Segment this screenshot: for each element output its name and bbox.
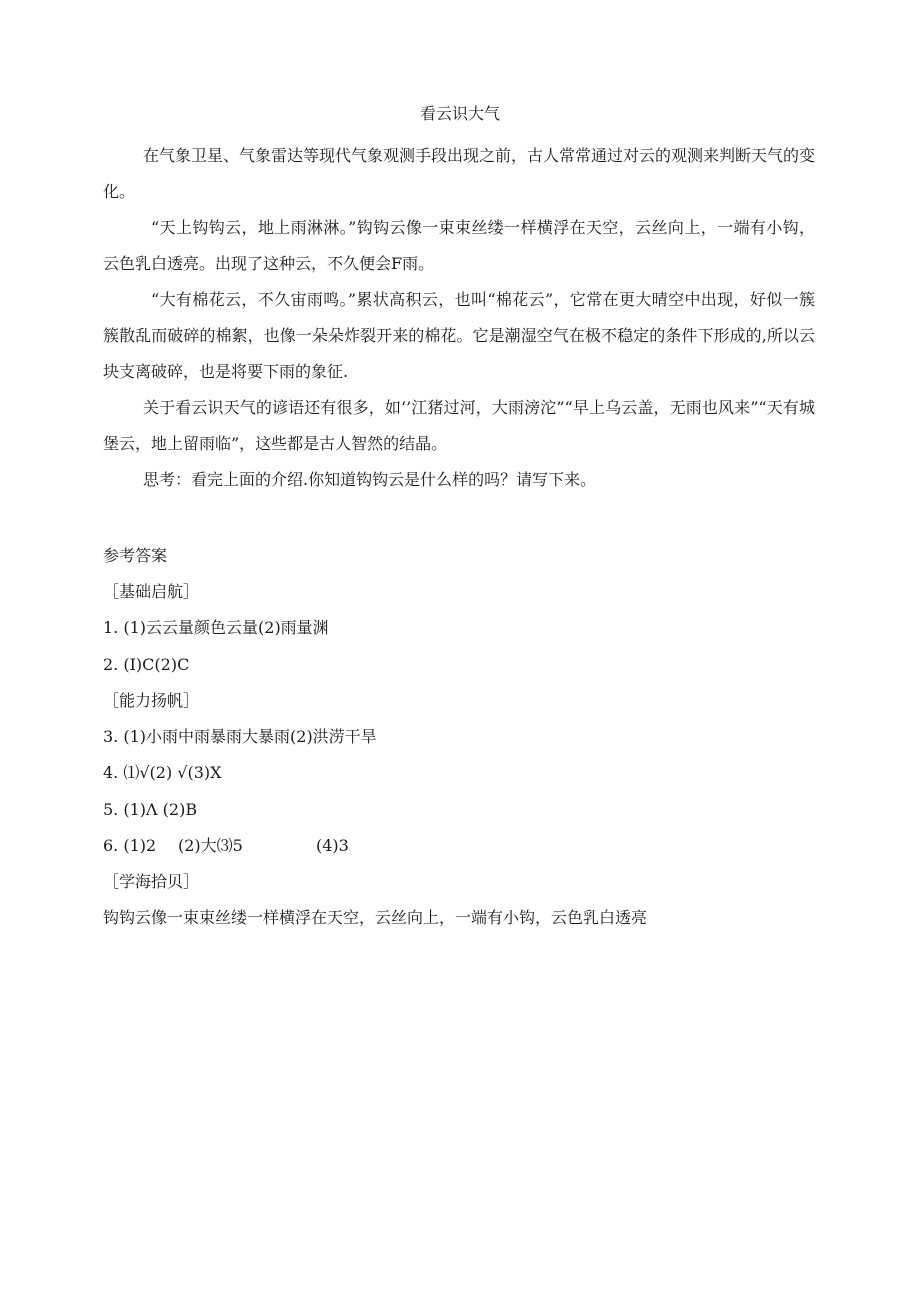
paragraph-question: 思考：看完上面的介绍.你知道钩钩云是什么样的吗？请写下来。 bbox=[143, 470, 597, 489]
answer-6-part-3: (4)3 bbox=[316, 836, 349, 855]
paragraph-cotton-cloud: “大有棉花云，不久宙雨鸣。”累状高积云，也叫“棉花云”，它常在更大晴空中出现，好似一簇簇散乱而破碎的棉絮，也像一朵朵炸裂开来的棉花。它是潮湿空气在极不稳定的条件下形成的,所以云块支离破碎，也是将要下雨的象征. bbox=[103, 290, 815, 381]
answer-item-5: 5. (1)Λ (2)B bbox=[103, 800, 198, 819]
section-label-ability: ［能力扬帆］ bbox=[103, 691, 200, 710]
document-title: 看云识大气 bbox=[419, 104, 500, 123]
reading-passage bbox=[103, 138, 815, 498]
answer-key bbox=[103, 545, 815, 943]
answer-item-3: 3. (1)小雨中雨暴雨大暴雨(2)洪涝干旱 bbox=[103, 727, 377, 746]
section-label-basic: ［基础启航］ bbox=[103, 582, 200, 601]
section-label-knowledge: ［学海拾贝］ bbox=[103, 872, 200, 891]
answer-item-1: 1. (1)云云量颜色云量(2)雨量渊 bbox=[103, 618, 329, 637]
answer-item-2: 2. (I)C(2)C bbox=[103, 655, 190, 674]
answer-heading: 参考答案 bbox=[103, 546, 168, 565]
answer-6-part-2: (2)大⑶5 bbox=[178, 836, 243, 855]
paragraph-proverbs: 关于看云识天气的谚语还有很多，如‘’江猪过河，大雨滂沱”“早上乌云盖，无雨也风来”“天有城堡云，地上留雨临”，这些都是古人智然的结晶。 bbox=[103, 398, 815, 453]
answer-item-knowledge: 钩钩云像一束束丝缕一样横浮在天空，云丝向上，一端有小钩，云色乳白透亮 bbox=[103, 908, 648, 927]
answer-6-part-1: 6. (1)2 bbox=[103, 836, 157, 855]
paragraph-intro: 在气象卫星、气象雷达等现代气象观测手段出现之前，古人常常通过对云的观测来判断天气的变化。 bbox=[103, 146, 816, 201]
answer-item-4: 4. ⑴√(2) √(3)X bbox=[103, 763, 222, 782]
answer-item-6 bbox=[103, 835, 815, 871]
paragraph-hook-cloud: “天上钩钩云，地上雨淋淋。”钩钩云像一束束丝缕一样横浮在天空，云丝向上，一端有小钩，云色乳白透亮。出现了这种云，不久便会F雨。 bbox=[103, 218, 815, 273]
